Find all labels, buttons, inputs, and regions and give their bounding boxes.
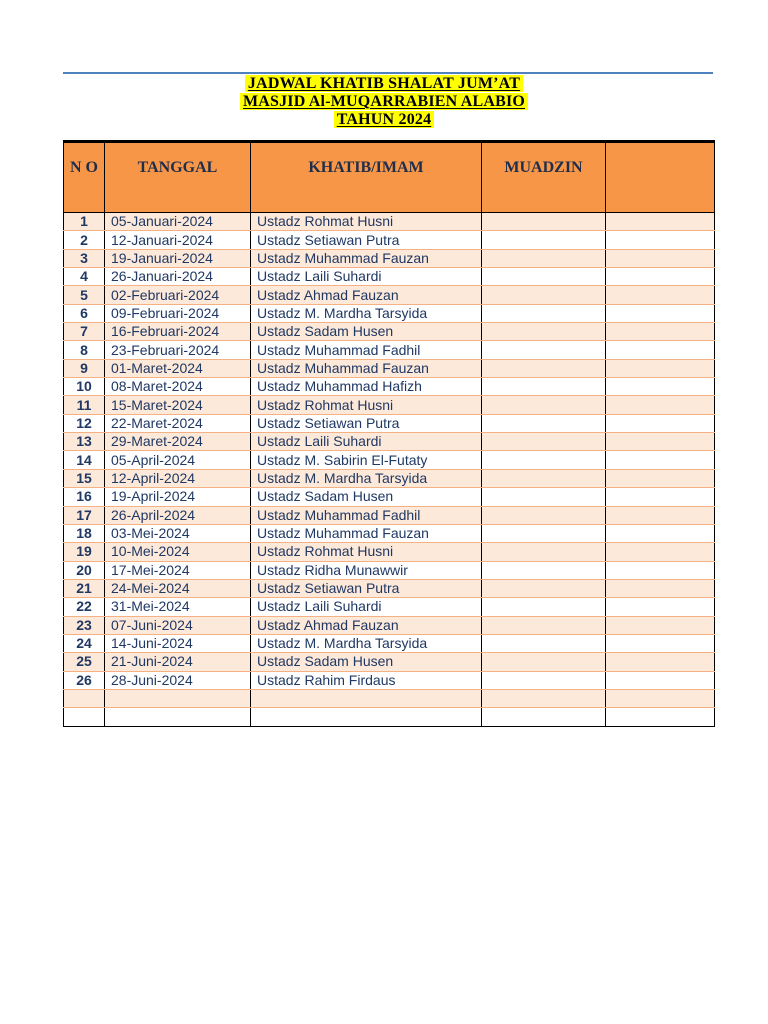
cell-tanggal: 29-Maret-2024 (105, 433, 251, 451)
cell-tanggal: 23-Februari-2024 (105, 341, 251, 359)
table-row (64, 213, 715, 231)
cell-muadzin (482, 341, 606, 359)
cell-tanggal: 08-Maret-2024 (105, 378, 251, 396)
table-row (64, 579, 715, 597)
cell-khatib: Ustadz Muhammad Fauzan (251, 249, 482, 267)
table-row (64, 231, 715, 249)
cell-khatib: Ustadz Muhammad Fadhil (251, 506, 482, 524)
table-row (64, 304, 715, 322)
cell-muadzin (482, 708, 606, 726)
table-body (64, 213, 715, 727)
cell-khatib: Ustadz Sadam Husen (251, 488, 482, 506)
cell-extra (606, 561, 715, 579)
table-row (64, 543, 715, 561)
cell-no: 17 (64, 506, 105, 524)
cell-khatib: Ustadz Setiawan Putra (251, 579, 482, 597)
cell-khatib: Ustadz Setiawan Putra (251, 414, 482, 432)
cell-khatib: Ustadz Sadam Husen (251, 323, 482, 341)
cell-khatib: Ustadz Setiawan Putra (251, 231, 482, 249)
cell-muadzin (482, 671, 606, 689)
cell-khatib: Ustadz M. Sabirin El-Futaty (251, 451, 482, 469)
cell-extra (606, 488, 715, 506)
table-row (64, 341, 715, 359)
cell-extra (606, 616, 715, 634)
cell-no: 10 (64, 378, 105, 396)
cell-khatib: Ustadz Ahmad Fauzan (251, 616, 482, 634)
cell-extra (606, 506, 715, 524)
cell-muadzin (482, 433, 606, 451)
cell-khatib (251, 708, 482, 726)
cell-extra (606, 378, 715, 396)
cell-muadzin (482, 579, 606, 597)
cell-extra (606, 249, 715, 267)
table-row (64, 396, 715, 414)
table-row (64, 451, 715, 469)
cell-tanggal: 02-Februari-2024 (105, 286, 251, 304)
cell-no: 26 (64, 671, 105, 689)
cell-khatib: Ustadz Rohmat Husni (251, 543, 482, 561)
cell-muadzin (482, 304, 606, 322)
cell-no: 13 (64, 433, 105, 451)
cell-muadzin (482, 561, 606, 579)
cell-extra (606, 671, 715, 689)
cell-no: 19 (64, 543, 105, 561)
cell-extra (606, 341, 715, 359)
cell-khatib: Ustadz Sadam Husen (251, 653, 482, 671)
cell-khatib: Ustadz Laili Suhardi (251, 433, 482, 451)
cell-khatib: Ustadz Ridha Munawwir (251, 561, 482, 579)
cell-muadzin (482, 396, 606, 414)
cell-no: 14 (64, 451, 105, 469)
cell-no: 7 (64, 323, 105, 341)
cell-tanggal: 05-Januari-2024 (105, 213, 251, 231)
cell-tanggal: 12-April-2024 (105, 469, 251, 487)
table-row (64, 634, 715, 652)
cell-no: 25 (64, 653, 105, 671)
cell-khatib (251, 689, 482, 707)
cell-muadzin (482, 414, 606, 432)
cell-khatib: Ustadz M. Mardha Tarsyida (251, 304, 482, 322)
document-title (0, 75, 768, 129)
cell-muadzin (482, 268, 606, 286)
cell-no: 21 (64, 579, 105, 597)
cell-extra (606, 323, 715, 341)
table-row (64, 323, 715, 341)
cell-muadzin (482, 249, 606, 267)
cell-no: 8 (64, 341, 105, 359)
header-tanggal: TANGGAL (105, 142, 251, 213)
cell-muadzin (482, 323, 606, 341)
table-row (64, 653, 715, 671)
cell-extra (606, 268, 715, 286)
cell-tanggal: 19-Januari-2024 (105, 249, 251, 267)
table-row (64, 249, 715, 267)
cell-tanggal: 17-Mei-2024 (105, 561, 251, 579)
cell-tanggal (105, 689, 251, 707)
table-row (64, 488, 715, 506)
cell-extra (606, 213, 715, 231)
cell-extra (606, 598, 715, 616)
cell-khatib: Ustadz Rohmat Husni (251, 396, 482, 414)
cell-khatib: Ustadz Laili Suhardi (251, 268, 482, 286)
cell-tanggal: 14-Juni-2024 (105, 634, 251, 652)
cell-extra (606, 689, 715, 707)
cell-khatib: Ustadz Rohmat Husni (251, 213, 482, 231)
header-row (64, 142, 715, 213)
table-row (64, 268, 715, 286)
cell-khatib: Ustadz Muhammad Fadhil (251, 341, 482, 359)
cell-no: 1 (64, 213, 105, 231)
cell-tanggal (105, 708, 251, 726)
cell-extra (606, 579, 715, 597)
cell-khatib: Ustadz Laili Suhardi (251, 598, 482, 616)
cell-extra (606, 708, 715, 726)
cell-tanggal: 15-Maret-2024 (105, 396, 251, 414)
table-row (64, 414, 715, 432)
cell-muadzin (482, 543, 606, 561)
cell-extra (606, 231, 715, 249)
cell-no: 15 (64, 469, 105, 487)
cell-no: 5 (64, 286, 105, 304)
cell-muadzin (482, 359, 606, 377)
cell-extra (606, 451, 715, 469)
cell-khatib: Ustadz Rahim Firdaus (251, 671, 482, 689)
cell-no: 22 (64, 598, 105, 616)
table-row (64, 708, 715, 726)
cell-khatib: Ustadz Ahmad Fauzan (251, 286, 482, 304)
cell-tanggal: 05-April-2024 (105, 451, 251, 469)
table-row (64, 598, 715, 616)
cell-tanggal: 09-Februari-2024 (105, 304, 251, 322)
cell-tanggal: 31-Mei-2024 (105, 598, 251, 616)
cell-no: 24 (64, 634, 105, 652)
header-no: N O (64, 142, 105, 213)
cell-tanggal: 16-Februari-2024 (105, 323, 251, 341)
cell-tanggal: 24-Mei-2024 (105, 579, 251, 597)
cell-no: 11 (64, 396, 105, 414)
cell-muadzin (482, 653, 606, 671)
cell-no: 16 (64, 488, 105, 506)
cell-no: 12 (64, 414, 105, 432)
table-row (64, 671, 715, 689)
cell-extra (606, 543, 715, 561)
cell-muadzin (482, 506, 606, 524)
cell-muadzin (482, 469, 606, 487)
header-muadzin: MUADZIN (482, 142, 606, 213)
title-line-3: TAHUN 2024 (0, 111, 768, 129)
cell-extra (606, 524, 715, 542)
cell-tanggal: 12-Januari-2024 (105, 231, 251, 249)
title-line-2: MASJID Al-MUQARRABIEN ALABIO (0, 93, 768, 111)
cell-extra (606, 286, 715, 304)
cell-muadzin (482, 524, 606, 542)
table-row (64, 561, 715, 579)
cell-khatib: Ustadz M. Mardha Tarsyida (251, 634, 482, 652)
table-row (64, 378, 715, 396)
cell-muadzin (482, 616, 606, 634)
cell-tanggal: 22-Maret-2024 (105, 414, 251, 432)
header-extra (606, 142, 715, 213)
cell-extra (606, 469, 715, 487)
cell-no (64, 689, 105, 707)
cell-tanggal: 26-April-2024 (105, 506, 251, 524)
cell-extra (606, 634, 715, 652)
cell-tanggal: 26-Januari-2024 (105, 268, 251, 286)
header-khatib: KHATIB/IMAM (251, 142, 482, 213)
cell-no: 6 (64, 304, 105, 322)
cell-tanggal: 10-Mei-2024 (105, 543, 251, 561)
cell-tanggal: 21-Juni-2024 (105, 653, 251, 671)
table-row (64, 616, 715, 634)
table-row (64, 469, 715, 487)
table-row (64, 433, 715, 451)
cell-no: 23 (64, 616, 105, 634)
cell-muadzin (482, 213, 606, 231)
cell-muadzin (482, 634, 606, 652)
cell-muadzin (482, 231, 606, 249)
cell-no: 18 (64, 524, 105, 542)
table-row (64, 359, 715, 377)
cell-tanggal: 03-Mei-2024 (105, 524, 251, 542)
cell-tanggal: 01-Maret-2024 (105, 359, 251, 377)
table-row (64, 286, 715, 304)
cell-khatib: Ustadz Muhammad Fauzan (251, 359, 482, 377)
table-row (64, 524, 715, 542)
table-row (64, 506, 715, 524)
cell-khatib: Ustadz M. Mardha Tarsyida (251, 469, 482, 487)
cell-no (64, 708, 105, 726)
title-line-1: JADWAL KHATIB SHALAT JUM’AT (0, 75, 768, 93)
cell-tanggal: 07-Juni-2024 (105, 616, 251, 634)
cell-extra (606, 304, 715, 322)
cell-no: 2 (64, 231, 105, 249)
cell-muadzin (482, 451, 606, 469)
cell-no: 9 (64, 359, 105, 377)
table-row (64, 689, 715, 707)
cell-tanggal: 28-Juni-2024 (105, 671, 251, 689)
top-rule (63, 72, 713, 74)
cell-extra (606, 359, 715, 377)
cell-tanggal: 19-April-2024 (105, 488, 251, 506)
cell-khatib: Ustadz Muhammad Hafizh (251, 378, 482, 396)
cell-extra (606, 653, 715, 671)
schedule-table (63, 140, 715, 727)
cell-extra (606, 433, 715, 451)
cell-muadzin (482, 286, 606, 304)
cell-muadzin (482, 378, 606, 396)
cell-extra (606, 396, 715, 414)
cell-muadzin (482, 598, 606, 616)
cell-no: 3 (64, 249, 105, 267)
cell-muadzin (482, 689, 606, 707)
cell-no: 4 (64, 268, 105, 286)
cell-no: 20 (64, 561, 105, 579)
cell-muadzin (482, 488, 606, 506)
cell-khatib: Ustadz Muhammad Fauzan (251, 524, 482, 542)
cell-extra (606, 414, 715, 432)
